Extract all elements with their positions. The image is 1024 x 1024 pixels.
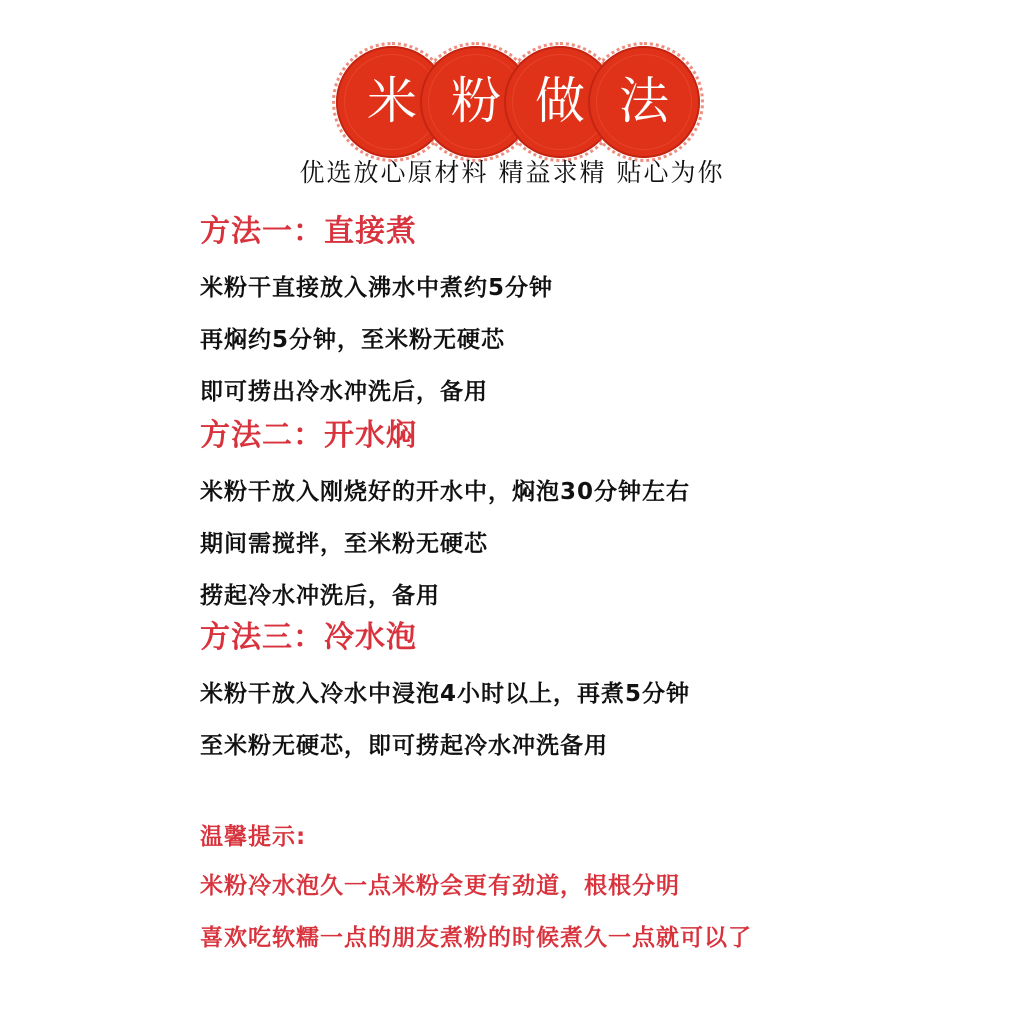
title-char-2: 粉	[451, 72, 501, 130]
method-3-line-2: 至米粉无硬芯，即可捞起冷水冲洗备用	[200, 733, 608, 759]
method-1-line-3: 即可捞出冷水冲洗后，备用	[200, 379, 488, 405]
method-1-line-2: 再焖约5分钟，至米粉无硬芯	[200, 327, 506, 353]
title-char-4: 法	[619, 72, 669, 130]
method-1	[200, 210, 553, 418]
method-2-line-2: 期间需搅拌，至米粉无硬芯	[200, 531, 488, 557]
tips-label: 温馨提示:	[200, 824, 307, 850]
method-2-line-1: 米粉干放入刚烧好的开水中，焖泡30分钟左右	[200, 479, 691, 505]
title-char-3: 做	[535, 72, 585, 130]
method-3-line-1: 米粉干放入冷水中浸泡4小时以上，再煮5分钟	[200, 681, 691, 707]
method-2	[200, 414, 690, 622]
title-seal-4	[588, 46, 700, 158]
method-3-lines	[200, 668, 690, 772]
method-2-lines	[200, 466, 690, 622]
method-1-line-1: 米粉干直接放入沸水中煮约5分钟	[200, 275, 554, 301]
method-3	[200, 616, 690, 772]
title-banner	[0, 46, 1024, 158]
method-2-line-3: 捞起冷水冲洗后，备用	[200, 583, 440, 609]
method-3-heading: 方法三：冷水泡	[200, 620, 417, 655]
method-2-heading: 方法二：开水焖	[200, 418, 417, 453]
subtitle: 优选放心原材料 精益求精 贴心为你	[299, 158, 725, 187]
title-char-1: 米	[367, 72, 417, 130]
tips-section	[200, 814, 980, 964]
tip-line-2: 喜欢吃软糯一点的朋友煮粉的时候煮久一点就可以了	[200, 925, 752, 951]
tip-line-1: 米粉冷水泡久一点米粉会更有劲道，根根分明	[200, 873, 680, 899]
method-1-heading: 方法一：直接煮	[200, 214, 417, 249]
method-1-lines	[200, 262, 553, 418]
